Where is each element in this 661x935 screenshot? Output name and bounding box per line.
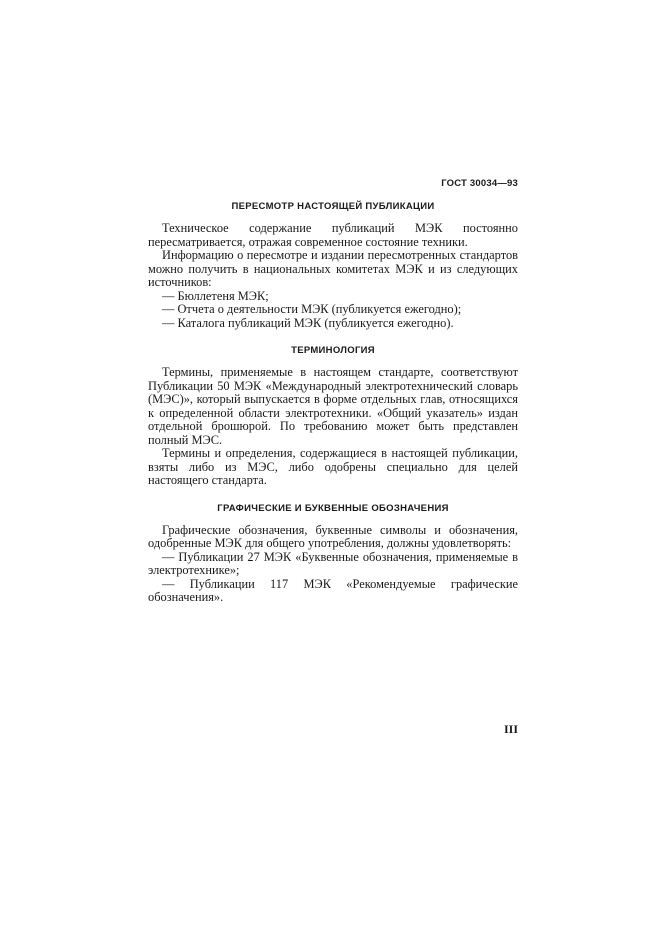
section-title-symbols: ГРАФИЧЕСКИЕ И БУКВЕННЫЕ ОБОЗНАЧЕНИЯ [217,502,449,514]
section-revision [148,200,518,330]
sources-list [148,290,518,331]
section-title-revision: ПЕРЕСМОТР НАСТОЯЩЕЙ ПУБЛИКАЦИИ [231,201,435,212]
standard-code: ГОСТ 30034—93 [441,178,518,189]
paragraph: Термины и определения, содержащиеся в настоящей публикации, взяты либо из МЭС, либо одобрены специально для целей настоящего стандарта. [148,446,518,487]
section-terminology [148,344,518,488]
section-symbols [148,502,518,605]
paragraph: Графические обозначения, буквенные символы и обозначения, одобренные МЭК для общего употребления, должны удовлетворять: [148,522,518,550]
page-content [148,200,518,619]
list-item: — Каталога публикаций МЭК (публикуется ежегодно). [162,315,454,330]
paragraph: Техническое содержание публикаций МЭК постоянно пересматривается, отражая современное состояние техники. [148,221,518,249]
list-item: — Отчета о деятельности МЭК (публикуется ежегодно); [162,302,462,316]
paragraph: — Публикации 117 МЭК «Рекомендуемые графические обозначения». [148,576,518,604]
section-title-terminology: ТЕРМИНОЛОГИЯ [291,345,375,356]
section-body-terminology [148,366,518,488]
page-number: III [503,722,518,736]
section-body-symbols [148,524,518,605]
paragraph: Информацию о пересмотре и издании пересмотренных стандартов можно получить в национальных комитетах МЭК и из следующих источников: [148,248,518,289]
paragraph: Термины, применяемые в настоящем стандарте, соответствуют Публикации 50 МЭК «Международный электротехнический словарь (МЭС)», который выпускается в форме отдельных глав, относящихся к определенной области электротехники. «Общий указатель» издан отдельной брошюрой. По требованию может быть представлен полный МЭС. [148,365,518,447]
section-body-revision [148,222,518,330]
list-item: — Бюллетеня МЭК; [162,288,269,303]
paragraph: — Публикации 27 МЭК «Буквенные обозначения, применяемые в электротехнике»; [148,549,518,577]
